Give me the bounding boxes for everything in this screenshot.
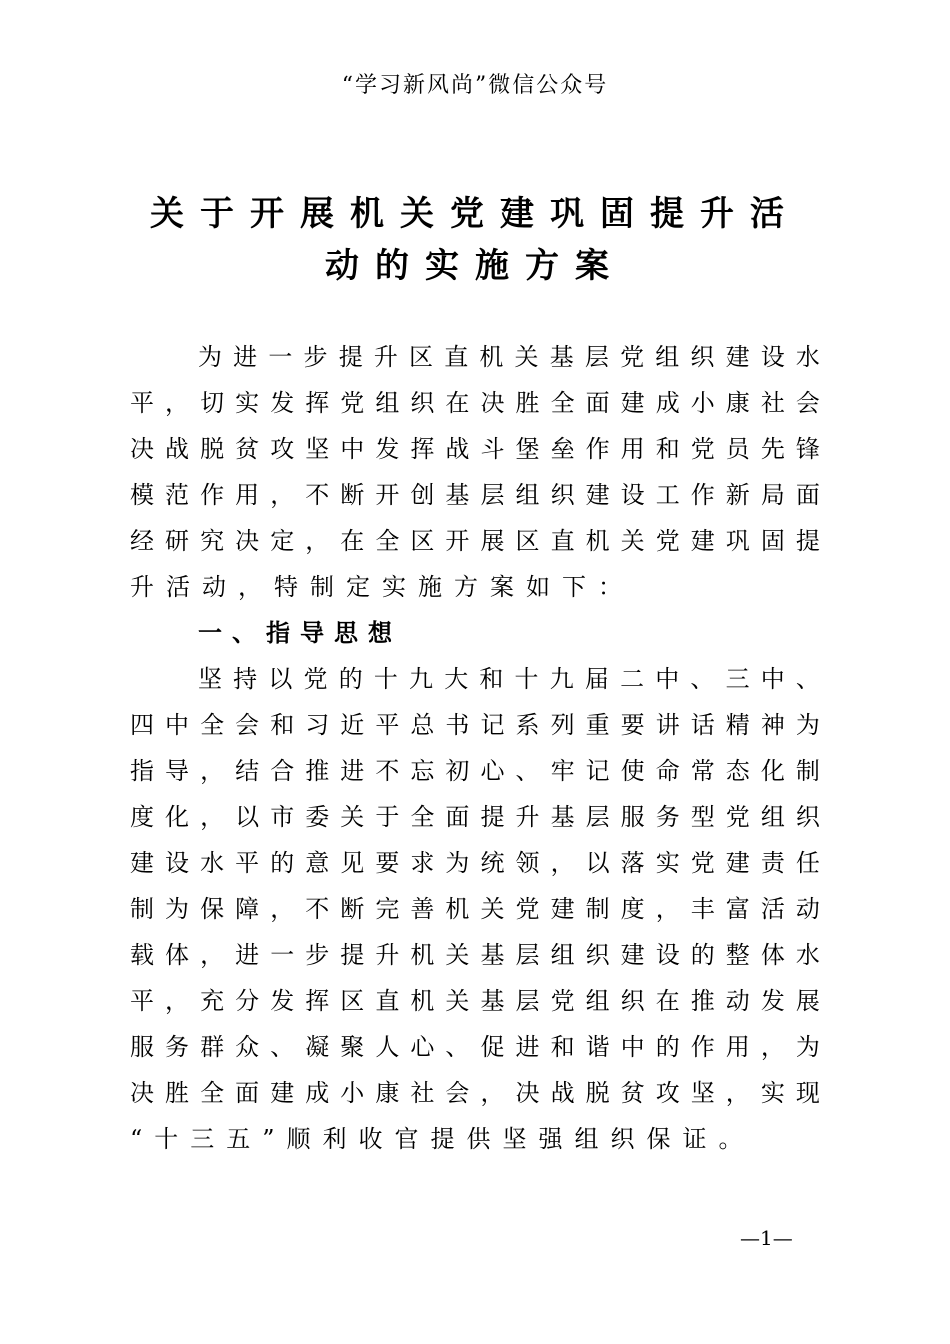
paragraph-line: 度 化 ， 以 市 委 关 于 全 面 提 升 基 层 服 务 型 党 组 织 [130, 803, 820, 831]
paragraph-line: 决 胜 全 面 建 成 小 康 社 会 ， 决 战 脱 贫 攻 坚 ， 实 现 [130, 1079, 820, 1107]
paragraph-line: 指 导 ， 结 合 推 进 不 忘 初 心 、 牢 记 使 命 常 态 化 制 [130, 757, 820, 785]
paragraph-line: 制 为 保 障 ， 不 断 完 善 机 关 党 建 制 度 ， 丰 富 活 动 [130, 895, 820, 923]
title-line-1: 关于开展机关党建巩固提升活 [150, 194, 800, 234]
paragraph-line: “十三五”顺利收官提供坚强组织保证。 [130, 1125, 755, 1153]
paragraph-line: 升活动，特制定实施方案如下： [130, 573, 634, 601]
paragraph-line: 为 进 一 步 提 升 区 直 机 关 基 层 党 组 织 建 设 水 [198, 343, 820, 371]
paragraph-line: 服 务 群 众 、 凝 聚 人 心 、 促 进 和 谐 中 的 作 用 ， 为 [130, 1033, 820, 1061]
paragraph-line: 坚 持 以 党 的 十 九 大 和 十 九 届 二 中 、 三 中 、 [198, 665, 820, 693]
section-heading: 一、指导思想 [198, 619, 402, 647]
paragraph-line: 决 战 脱 贫 攻 坚 中 发 挥 战 斗 堡 垒 作 用 和 党 员 先 锋 [130, 435, 820, 463]
page-number: —1— [740, 1226, 793, 1250]
page-header: “学习新风尚”微信公众号 [341, 73, 609, 98]
paragraph-line: 经 研 究 决 定 ， 在 全 区 开 展 区 直 机 关 党 建 巩 固 提 [130, 527, 820, 555]
document-body [130, 334, 820, 1162]
document-title [130, 188, 820, 292]
paragraph-line: 平 ， 充 分 发 挥 区 直 机 关 基 层 党 组 织 在 推 动 发 展 [130, 987, 820, 1015]
paragraph-line: 载 体 ， 进 一 步 提 升 机 关 基 层 组 织 建 设 的 整 体 水 [130, 941, 820, 969]
title-line-2: 动的实施方案 [325, 246, 625, 286]
paragraph-line: 模 范 作 用 ， 不 断 开 创 基 层 组 织 建 设 工 作 新 局 面 [130, 481, 820, 509]
paragraph-line: 建 设 水 平 的 意 见 要 求 为 统 领 ， 以 落 实 党 建 责 任 [130, 849, 820, 877]
paragraph-line: 平 ， 切 实 发 挥 党 组 织 在 决 胜 全 面 建 成 小 康 社 会 [130, 389, 820, 417]
paragraph-line: 四 中 全 会 和 习 近 平 总 书 记 系 列 重 要 讲 话 精 神 为 [130, 711, 820, 739]
